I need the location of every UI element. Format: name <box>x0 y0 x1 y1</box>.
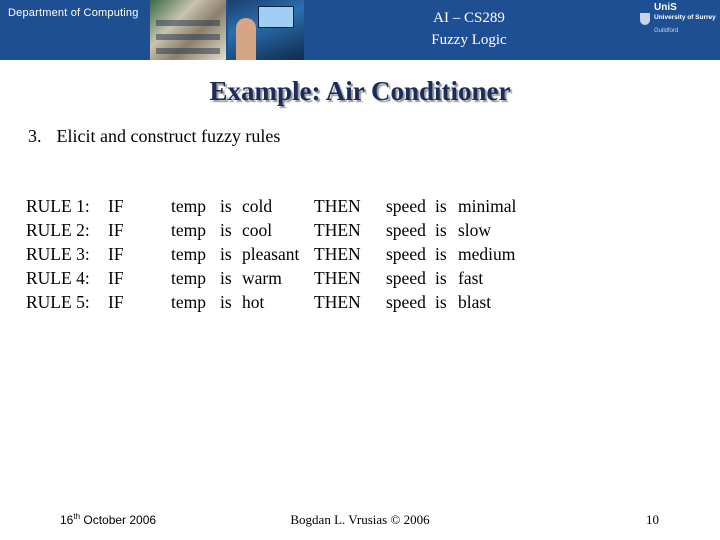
date-rest: October 2006 <box>80 513 157 527</box>
rule-label: RULE 2: <box>26 220 90 240</box>
course-code: AI – CS289 <box>433 10 505 26</box>
rule-output-is: is <box>435 292 447 312</box>
rule-output-value: blast <box>458 292 492 312</box>
computer-lab-photo <box>150 0 226 60</box>
rule-if: IF <box>108 268 124 288</box>
rule-then: THEN <box>314 268 361 288</box>
rule-input-var: temp <box>171 268 206 288</box>
rule-if: IF <box>108 196 124 216</box>
rule-output-is: is <box>435 268 447 288</box>
rule-input-is: is <box>220 292 232 312</box>
rule-input-is: is <box>220 196 232 216</box>
logo-place: Guildford <box>654 28 679 34</box>
rule-output-var: speed <box>386 292 426 312</box>
rule-output-value: medium <box>458 244 516 264</box>
rule-input-is: is <box>220 220 232 240</box>
rule-if: IF <box>108 292 124 312</box>
rule-then: THEN <box>314 292 361 312</box>
rule-output-var: speed <box>386 220 426 240</box>
rule-then: THEN <box>314 196 361 216</box>
rule-label: RULE 1: <box>26 196 90 216</box>
rule-input-value: cool <box>242 220 273 240</box>
rule-input-is: is <box>220 268 232 288</box>
rule-label: RULE 5: <box>26 292 90 312</box>
university-logo <box>636 0 720 60</box>
rule-input-var: temp <box>171 244 206 264</box>
date-suffix: th <box>73 512 81 521</box>
rule-input-value: warm <box>242 268 282 288</box>
rule-if: IF <box>108 220 124 240</box>
rule-then: THEN <box>314 244 361 264</box>
course-title-box <box>306 0 632 60</box>
rule-input-value: cold <box>242 196 273 216</box>
rule-input-var: temp <box>171 196 206 216</box>
course-topic: Fuzzy Logic <box>431 32 507 48</box>
rule-output-is: is <box>435 244 447 264</box>
rule-then: THEN <box>314 220 361 240</box>
section-text: Elicit and construct fuzzy rules <box>56 126 281 146</box>
students-photo <box>228 0 304 60</box>
rule-output-var: speed <box>386 196 426 216</box>
rule-output-var: speed <box>386 268 426 288</box>
rule-output-value: slow <box>458 220 492 240</box>
rule-output-value: minimal <box>458 196 517 216</box>
section-number: 3. <box>28 126 42 146</box>
section-heading <box>28 126 280 147</box>
rule-label: RULE 4: <box>26 268 90 288</box>
rule-input-value: pleasant <box>242 244 300 264</box>
rule-output-is: is <box>435 220 447 240</box>
date-day: 16 <box>60 513 74 527</box>
rule-output-value: fast <box>458 268 484 288</box>
rule-input-value: hot <box>242 292 265 312</box>
department-name: Department of Computing <box>8 7 139 19</box>
rule-input-var: temp <box>171 220 206 240</box>
footer-author: Bogdan L. Vrusias © 2006 <box>290 512 430 527</box>
rule-input-var: temp <box>171 292 206 312</box>
rule-output-is: is <box>435 196 447 216</box>
rule-label: RULE 3: <box>26 244 90 264</box>
rule-if: IF <box>108 244 124 264</box>
shield-icon <box>640 13 650 25</box>
slide-title: Example: Air Conditioner <box>209 76 511 106</box>
page-number: 10 <box>646 512 659 527</box>
logo-brand: UniS <box>654 2 677 13</box>
rule-input-is: is <box>220 244 232 264</box>
rule-output-var: speed <box>386 244 426 264</box>
logo-university: University of Surrey <box>654 14 716 21</box>
